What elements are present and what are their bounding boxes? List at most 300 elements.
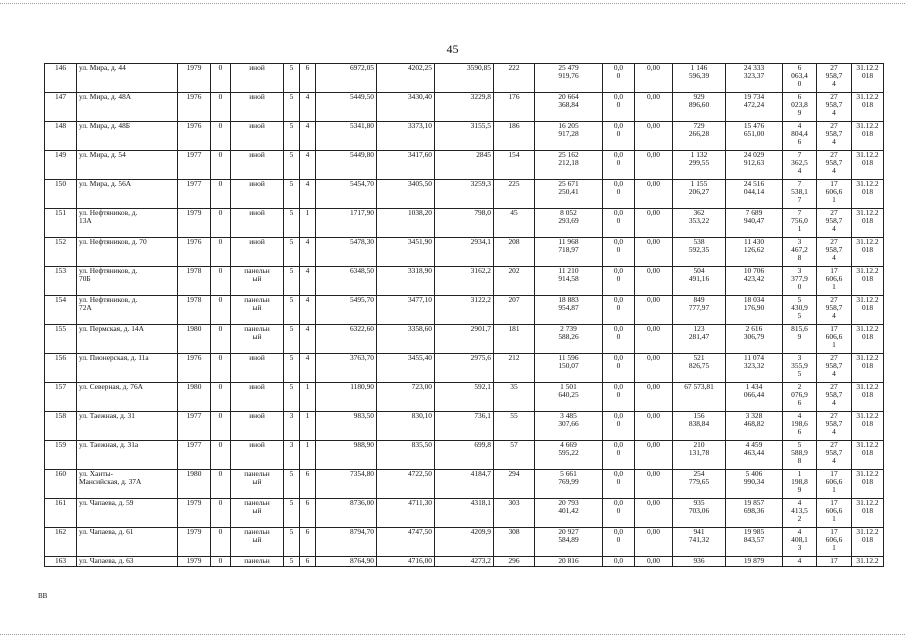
rate-cell xyxy=(603,470,635,499)
date-cell xyxy=(852,441,884,470)
address-cell xyxy=(77,64,178,93)
rate-cell-line: 0 xyxy=(616,128,621,138)
cost-cell-line: 20 664 xyxy=(558,92,579,101)
payment-3-cell-line: 9 xyxy=(797,107,802,117)
payment-2-cell-line: 323,37 xyxy=(743,70,765,80)
zero-amount-cell: 0,00 xyxy=(635,151,673,180)
rate-cell xyxy=(603,412,635,441)
cost-cell-line: 718,97 xyxy=(558,244,579,254)
payment-2-cell-line: 940,47 xyxy=(743,215,765,225)
area-total-cell: 8794,70 xyxy=(316,528,377,557)
payment-1-cell xyxy=(673,93,726,122)
payment-3-cell-line: 8 xyxy=(797,252,802,262)
payment-4-cell xyxy=(817,354,852,383)
area-total-cell: 3763,70 xyxy=(316,354,377,383)
payment-4-cell-line: 958,7 xyxy=(825,447,843,457)
payment-4-cell xyxy=(817,470,852,499)
address-cell xyxy=(77,325,178,354)
payment-2-cell-line: 990,34 xyxy=(743,476,765,486)
wall-material-cell-line: иной xyxy=(249,382,265,391)
date-cell-line: 018 xyxy=(861,244,874,254)
payment-2-cell-line: 11 430 xyxy=(743,237,765,246)
cost-cell xyxy=(535,412,603,441)
cost-cell xyxy=(535,441,603,470)
cost-cell-line: 1 501 xyxy=(560,382,577,391)
wall-material-cell-line: ый xyxy=(252,476,262,486)
footer-mark: ВВ xyxy=(38,592,48,600)
area-b-cell: 3122,2 xyxy=(435,296,494,325)
rate-cell-line: 0 xyxy=(616,505,621,515)
payment-1-cell xyxy=(673,528,726,557)
year-cell: 1979 xyxy=(178,209,211,238)
residents-cell: 55 xyxy=(494,412,535,441)
zero-cell: 0 xyxy=(211,557,231,567)
payment-3-cell xyxy=(783,151,817,180)
date-cell xyxy=(852,383,884,412)
rate-cell-line: 0 xyxy=(616,447,621,457)
entrances-cell: 4 xyxy=(300,296,316,325)
payment-3-cell-line: 815,6 xyxy=(791,324,808,333)
payment-2-cell-line: 19 985 xyxy=(743,527,765,536)
payment-4-cell-line: 27 xyxy=(830,295,838,304)
residents-cell: 225 xyxy=(494,180,535,209)
table-row xyxy=(45,151,884,180)
payment-3-cell-line: 023,8 xyxy=(791,99,808,109)
wall-material-cell xyxy=(231,528,284,557)
floors-cell: 5 xyxy=(284,238,300,267)
payment-4-cell-line: 27 xyxy=(830,92,838,101)
table-row xyxy=(45,93,884,122)
entrances-cell: 1 xyxy=(300,441,316,470)
address-cell-line: ул. Мира, д. 48Б xyxy=(79,121,131,130)
payment-4-cell-line: 27 xyxy=(830,150,838,159)
payment-4-cell-line: 4 xyxy=(832,107,836,117)
date-cell-line: 31.12.2 xyxy=(856,266,879,275)
payment-2-cell xyxy=(726,528,783,557)
address-cell-line: ул. Ханты- xyxy=(79,469,113,478)
year-cell: 1980 xyxy=(178,383,211,412)
area-a-cell: 1038,20 xyxy=(377,209,435,238)
address-cell xyxy=(77,209,178,238)
date-cell-line: 018 xyxy=(861,273,874,283)
rate-cell xyxy=(603,296,635,325)
zero-cell: 0 xyxy=(211,151,231,180)
entrances-cell: 6 xyxy=(300,470,316,499)
zero-cell: 0 xyxy=(211,528,231,557)
payment-4-cell-line: 958,7 xyxy=(825,244,843,254)
cost-cell-line: 307,66 xyxy=(558,418,579,428)
payment-4-cell-line: 27 xyxy=(830,237,838,246)
cost-cell-line: 11 968 xyxy=(558,237,579,246)
wall-material-cell-line: иной xyxy=(249,411,265,420)
payment-4-cell-line: 4 xyxy=(832,223,836,233)
payment-1-cell xyxy=(673,296,726,325)
table-row xyxy=(45,383,884,412)
wall-material-cell xyxy=(231,209,284,238)
address-cell-line: ул. Чапаева, д. 63 xyxy=(79,556,134,565)
date-cell-line: 31.12.2 xyxy=(856,498,879,507)
wall-material-cell-line: иной xyxy=(249,92,265,101)
entrances-cell: 1 xyxy=(300,412,316,441)
payment-3-cell-line: 6 xyxy=(797,397,802,407)
table-row xyxy=(45,64,884,93)
table-row xyxy=(45,499,884,528)
area-b-cell: 2934,1 xyxy=(435,238,494,267)
payment-3-cell xyxy=(783,64,817,93)
payment-4-cell-line: 958,7 xyxy=(825,360,843,370)
table-row xyxy=(45,528,884,557)
floors-cell: 5 xyxy=(284,209,300,238)
payment-4-cell xyxy=(817,441,852,470)
address-cell xyxy=(77,151,178,180)
cost-cell-line: 2 739 xyxy=(560,324,577,333)
payment-3-cell-line: 076,9 xyxy=(791,389,808,399)
payment-4-cell-line: 958,7 xyxy=(825,157,843,167)
cost-cell-line: 11 596 xyxy=(558,353,579,362)
cost-cell-line: 5 661 xyxy=(560,469,577,478)
rate-cell-line: 0 xyxy=(616,186,621,196)
payment-4-cell-line: 1 xyxy=(832,281,836,291)
payment-4-cell-line: 4 xyxy=(832,426,836,436)
payment-2-cell xyxy=(726,180,783,209)
address-cell-line: ул. Чапаева, д. 59 xyxy=(79,498,134,507)
payment-1-cell xyxy=(673,151,726,180)
payment-2-cell xyxy=(726,209,783,238)
cost-cell xyxy=(535,209,603,238)
payment-1-cell-line: 596,39 xyxy=(688,70,710,80)
cost-cell xyxy=(535,383,603,412)
payment-4-cell-line: 17 xyxy=(830,266,838,275)
table-row xyxy=(45,180,884,209)
area-b-cell: 3162,2 xyxy=(435,267,494,296)
payment-3-cell-line: 4 xyxy=(797,121,802,130)
rate-cell-line: 0,0 xyxy=(613,63,624,72)
address-cell xyxy=(77,499,178,528)
date-cell-line: 018 xyxy=(861,215,874,225)
date-cell xyxy=(852,325,884,354)
payment-3-cell-line: 5 xyxy=(797,310,802,320)
payment-3-cell-line: 362,5 xyxy=(791,157,808,167)
payment-2-cell-line: 044,14 xyxy=(743,186,765,196)
cost-cell-line: 25 162 xyxy=(558,150,579,159)
residents-cell: 308 xyxy=(494,528,535,557)
entrances-cell: 4 xyxy=(300,325,316,354)
payment-1-cell xyxy=(673,412,726,441)
payment-3-cell-line: 756,0 xyxy=(791,215,808,225)
payment-3-cell-line: 7 xyxy=(797,194,802,204)
payment-1-cell-line: 1 155 xyxy=(690,179,708,188)
address-cell xyxy=(77,238,178,267)
payment-2-cell xyxy=(726,499,783,528)
residents-cell: 154 xyxy=(494,151,535,180)
entrances-cell: 6 xyxy=(300,557,316,567)
area-a-cell: 4711,30 xyxy=(377,499,435,528)
date-cell xyxy=(852,64,884,93)
payment-2-cell-line: 066,44 xyxy=(743,389,765,399)
payment-4-cell-line: 27 xyxy=(830,382,838,391)
payment-3-cell xyxy=(783,528,817,557)
cost-cell-line: 150,07 xyxy=(558,360,579,370)
cost-cell-line: 20 793 xyxy=(558,498,579,507)
zero-cell: 0 xyxy=(211,209,231,238)
payment-2-cell-line: 323,32 xyxy=(743,360,765,370)
payment-3-cell xyxy=(783,122,817,151)
zero-cell: 0 xyxy=(211,499,231,528)
date-cell-line: 31.12.2 xyxy=(856,382,879,391)
payment-3-cell-line: 198,6 xyxy=(791,418,808,428)
payment-4-cell xyxy=(817,412,852,441)
payment-3-cell-line: 1 xyxy=(797,469,802,478)
payment-4-cell xyxy=(817,383,852,412)
wall-material-cell xyxy=(231,354,284,383)
payment-3-cell xyxy=(783,238,817,267)
payment-2-cell-line: 472,24 xyxy=(743,99,765,109)
address-cell-line: ул. Мира, д. 44 xyxy=(79,63,126,72)
area-a-cell: 4747,50 xyxy=(377,528,435,557)
payment-1-cell-line: 936 xyxy=(693,556,705,565)
date-cell-line: 018 xyxy=(861,331,874,341)
payment-2-cell-line: 468,82 xyxy=(743,418,765,428)
row-number: 147 xyxy=(45,93,77,122)
rate-cell xyxy=(603,64,635,93)
date-cell-line: 018 xyxy=(861,360,874,370)
payment-2-cell-line: 176,90 xyxy=(743,302,765,312)
cost-cell xyxy=(535,296,603,325)
rate-cell-line: 0 xyxy=(616,273,621,283)
payment-2-cell-line: 24 516 xyxy=(743,179,765,188)
date-cell xyxy=(852,557,884,567)
year-cell: 1977 xyxy=(178,441,211,470)
residents-cell: 303 xyxy=(494,499,535,528)
payment-2-cell-line: 306,79 xyxy=(743,331,765,341)
payment-4-cell-line: 606,6 xyxy=(825,273,843,283)
payment-1-cell-line: 254 xyxy=(693,469,705,478)
payment-2-cell xyxy=(726,383,783,412)
address-cell xyxy=(77,557,178,567)
zero-amount-cell: 0,00 xyxy=(635,470,673,499)
rate-cell-line: 0,0 xyxy=(613,469,624,478)
row-number: 157 xyxy=(45,383,77,412)
payment-2-cell-line: 651,00 xyxy=(743,128,765,138)
row-number: 151 xyxy=(45,209,77,238)
area-a-cell: 3477,10 xyxy=(377,296,435,325)
payment-3-cell xyxy=(783,180,817,209)
payment-1-cell-line: 123 xyxy=(693,324,705,333)
entrances-cell: 6 xyxy=(300,64,316,93)
wall-material-cell xyxy=(231,325,284,354)
entrances-cell: 4 xyxy=(300,238,316,267)
payment-4-cell-line: 958,7 xyxy=(825,302,843,312)
cost-cell-line: 25 479 xyxy=(558,63,579,72)
table-row xyxy=(45,354,884,383)
date-cell-line: 018 xyxy=(861,447,874,457)
zero-amount-cell: 0,00 xyxy=(635,209,673,238)
rate-cell-line: 0 xyxy=(616,244,621,254)
zero-cell: 0 xyxy=(211,325,231,354)
zero-amount-cell: 0,00 xyxy=(635,383,673,412)
cost-cell xyxy=(535,93,603,122)
payment-4-cell-line: 606,6 xyxy=(825,534,843,544)
rate-cell-line: 0 xyxy=(616,476,621,486)
row-number: 158 xyxy=(45,412,77,441)
payment-4-cell-line: 958,7 xyxy=(825,215,843,225)
payment-4-cell-line: 17 xyxy=(830,527,838,536)
cost-cell-line: 20 927 xyxy=(558,527,579,536)
rate-cell xyxy=(603,209,635,238)
rate-cell-line: 0,0 xyxy=(613,208,624,217)
address-cell-line: ул. Пермская, д. 14А xyxy=(79,324,144,333)
payment-3-cell-line: 5 xyxy=(797,440,802,449)
floors-cell: 5 xyxy=(284,122,300,151)
payment-2-cell xyxy=(726,412,783,441)
payment-4-cell-line: 4 xyxy=(832,455,836,465)
area-total-cell: 1180,90 xyxy=(316,383,377,412)
area-b-cell: 3259,3 xyxy=(435,180,494,209)
payment-4-cell-line: 27 xyxy=(830,353,838,362)
date-cell-line: 018 xyxy=(861,99,874,109)
payment-3-cell-line: 2 xyxy=(797,382,802,391)
zero-amount-cell: 0,00 xyxy=(635,267,673,296)
payment-4-cell xyxy=(817,180,852,209)
cost-cell xyxy=(535,151,603,180)
area-total-cell: 5449,50 xyxy=(316,93,377,122)
payment-1-cell xyxy=(673,238,726,267)
wall-material-cell xyxy=(231,93,284,122)
entrances-cell: 1 xyxy=(300,383,316,412)
wall-material-cell-line: панельн xyxy=(244,469,270,478)
date-cell-line: 018 xyxy=(861,70,874,80)
table-row xyxy=(45,267,884,296)
residents-cell: 207 xyxy=(494,296,535,325)
area-b-cell: 2975,6 xyxy=(435,354,494,383)
rate-cell-line: 0 xyxy=(616,534,621,544)
cost-cell xyxy=(535,470,603,499)
zero-amount-cell: 0,00 xyxy=(635,238,673,267)
cost-cell-line: 401,42 xyxy=(558,505,579,515)
payment-2-cell-line: 18 034 xyxy=(743,295,765,304)
payment-2-cell xyxy=(726,325,783,354)
entrances-cell: 4 xyxy=(300,267,316,296)
wall-material-cell-line: ый xyxy=(252,534,262,544)
payment-3-cell-line: 538,1 xyxy=(791,186,808,196)
residents-cell: 176 xyxy=(494,93,535,122)
wall-material-cell xyxy=(231,64,284,93)
payment-3-cell-line: 588,9 xyxy=(791,447,808,457)
payment-2-cell-line: 3 328 xyxy=(745,411,763,420)
date-cell xyxy=(852,499,884,528)
row-number: 161 xyxy=(45,499,77,528)
payment-4-cell-line: 1 xyxy=(832,542,836,552)
floors-cell: 5 xyxy=(284,180,300,209)
payment-3-cell-line: 4 xyxy=(797,527,802,536)
address-cell xyxy=(77,528,178,557)
payment-4-cell xyxy=(817,528,852,557)
payment-1-cell xyxy=(673,354,726,383)
payment-4-cell-line: 4 xyxy=(832,78,836,88)
table-row xyxy=(45,412,884,441)
payment-2-cell xyxy=(726,151,783,180)
area-a-cell: 3430,40 xyxy=(377,93,435,122)
area-b-cell: 798,0 xyxy=(435,209,494,238)
payment-1-cell-line: 741,32 xyxy=(688,534,710,544)
area-total-cell: 6348,50 xyxy=(316,267,377,296)
year-cell: 1977 xyxy=(178,412,211,441)
floors-cell: 5 xyxy=(284,499,300,528)
address-cell-line: ул. Таежная, д. 31а xyxy=(79,440,139,449)
payment-2-cell-line: 19 734 xyxy=(743,92,765,101)
address-cell-line: ул. Таежная, д. 31 xyxy=(79,411,135,420)
year-cell: 1978 xyxy=(178,296,211,325)
payment-3-cell-line: 804,4 xyxy=(791,128,808,138)
table-body xyxy=(45,64,884,567)
residents-cell: 222 xyxy=(494,64,535,93)
payment-2-cell-line: 7 689 xyxy=(745,208,763,217)
payment-3-cell-line: 377,9 xyxy=(791,273,808,283)
rate-cell-line: 0 xyxy=(616,302,621,312)
payment-2-cell xyxy=(726,470,783,499)
floors-cell: 5 xyxy=(284,528,300,557)
wall-material-cell-line: панельн xyxy=(244,295,270,304)
residents-cell: 186 xyxy=(494,122,535,151)
zero-cell: 0 xyxy=(211,296,231,325)
table-row xyxy=(45,209,884,238)
payment-1-cell-line: 156 xyxy=(693,411,705,420)
address-cell-line: Мансийская, д. 37А xyxy=(79,476,142,486)
date-cell-line: 018 xyxy=(861,534,874,544)
address-cell xyxy=(77,441,178,470)
payment-3-cell-line: 4 xyxy=(797,498,802,507)
rate-cell xyxy=(603,93,635,122)
zero-cell: 0 xyxy=(211,383,231,412)
cost-cell-line: 595,22 xyxy=(558,447,579,457)
address-cell xyxy=(77,93,178,122)
area-total-cell: 1717,90 xyxy=(316,209,377,238)
payment-4-cell-line: 17 xyxy=(830,324,838,333)
entrances-cell: 4 xyxy=(300,93,316,122)
year-cell: 1979 xyxy=(178,528,211,557)
rate-cell-line: 0 xyxy=(616,331,621,341)
payment-4-cell xyxy=(817,209,852,238)
payment-3-cell xyxy=(783,267,817,296)
wall-material-cell-line: иной xyxy=(249,208,265,217)
wall-material-cell-line: панельн xyxy=(244,527,270,536)
address-cell xyxy=(77,354,178,383)
payment-4-cell xyxy=(817,557,852,567)
payment-3-cell-line: 5 xyxy=(797,368,802,378)
payment-3-cell-line: 0 xyxy=(797,281,802,291)
payment-4-cell-line: 958,7 xyxy=(825,128,843,138)
floors-cell: 5 xyxy=(284,267,300,296)
zero-cell: 0 xyxy=(211,238,231,267)
date-cell-line: 018 xyxy=(861,302,874,312)
rate-cell xyxy=(603,325,635,354)
payment-1-cell-line: 131,78 xyxy=(688,447,710,457)
date-cell xyxy=(852,209,884,238)
cost-cell xyxy=(535,325,603,354)
zero-cell: 0 xyxy=(211,470,231,499)
payment-1-cell-line: 210 xyxy=(693,440,705,449)
area-b-cell: 2845 xyxy=(435,151,494,180)
payment-1-cell-line: 206,27 xyxy=(688,186,710,196)
area-total-cell: 5478,30 xyxy=(316,238,377,267)
payment-3-cell-line: 6 xyxy=(797,63,802,72)
payment-1-cell xyxy=(673,122,726,151)
payment-3-cell-line: 198,8 xyxy=(791,476,808,486)
area-a-cell: 4722,50 xyxy=(377,470,435,499)
payment-2-cell-line: 698,36 xyxy=(743,505,765,515)
row-number: 150 xyxy=(45,180,77,209)
area-total-cell: 5454,70 xyxy=(316,180,377,209)
